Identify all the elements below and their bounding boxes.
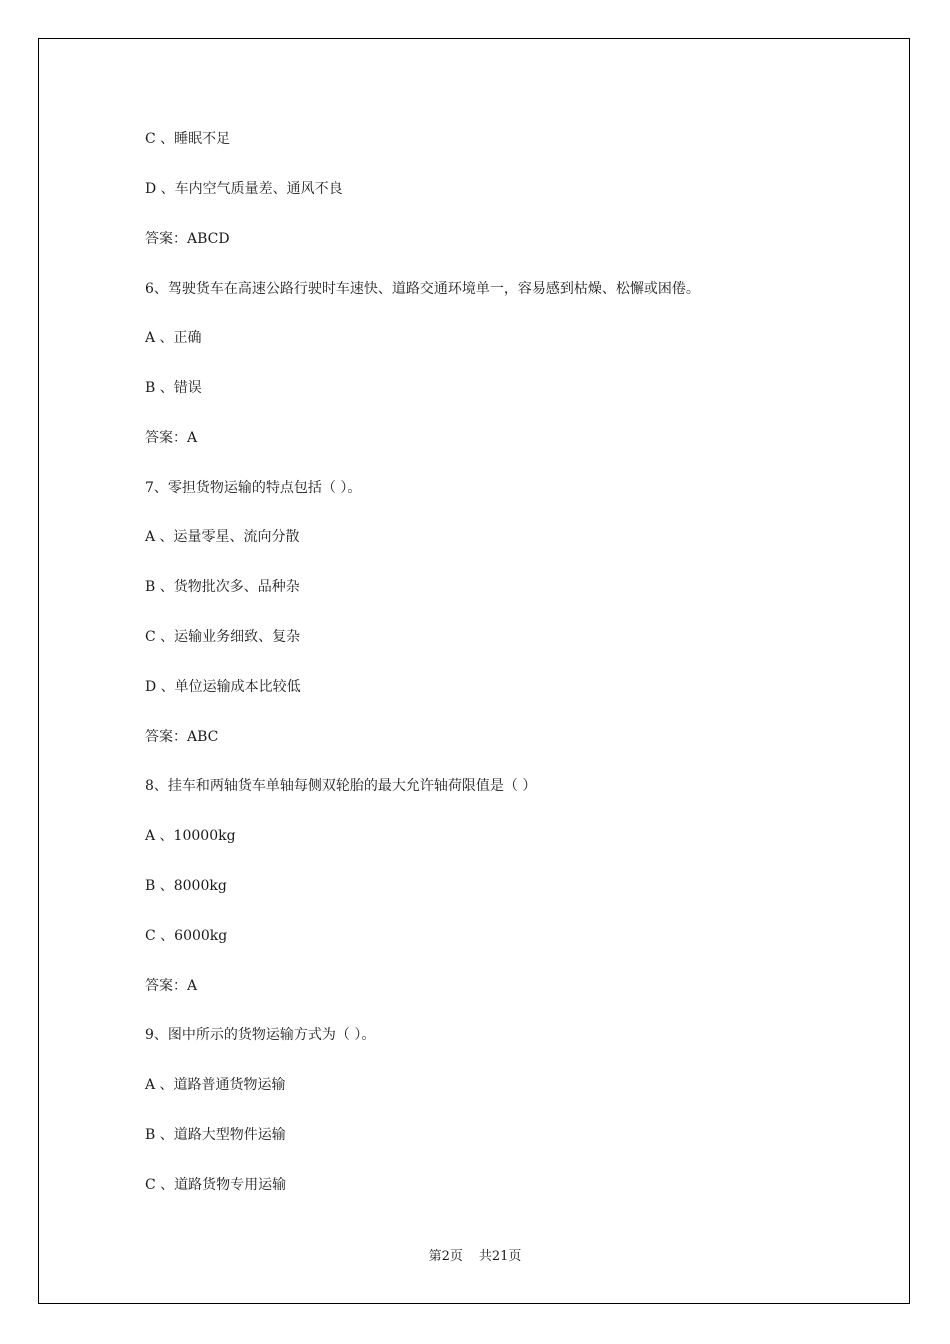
question-line: 6、驾驶货车在高速公路行驶时车速快、道路交通环境单一，容易感到枯燥、松懈或困倦。: [145, 281, 700, 297]
answer-line: 答案：A: [145, 430, 198, 446]
page-total: 共21页: [478, 1249, 522, 1264]
option-line: B 、8000kg: [145, 878, 227, 894]
answer-line: 答案：ABCD: [145, 231, 230, 247]
option-line: C 、道路货物专用运输: [145, 1177, 287, 1193]
option-line: A 、运量零星、流向分散: [145, 529, 300, 545]
option-line: B 、道路大型物件运输: [145, 1127, 286, 1143]
option-line: C 、6000kg: [145, 928, 228, 944]
question-line: 7、零担货物运输的特点包括（ ）。: [145, 480, 362, 496]
page-number: 第2页: [428, 1249, 463, 1264]
option-line: A 、10000kg: [145, 828, 236, 844]
page-footer: [0, 1249, 950, 1265]
option-line: D 、单位运输成本比较低: [145, 679, 301, 695]
page-frame: [38, 38, 910, 1304]
question-line: 9、图中所示的货物运输方式为（ ）。: [145, 1027, 376, 1043]
option-line: C 、运输业务细致、复杂: [145, 629, 301, 645]
option-line: D 、车内空气质量差、通风不良: [145, 181, 343, 197]
answer-line: 答案：A: [145, 978, 198, 994]
answer-line: 答案：ABC: [145, 729, 219, 745]
option-line: B 、货物批次多、品种杂: [145, 579, 300, 595]
option-line: A 、道路普通货物运输: [145, 1077, 286, 1093]
option-line: B 、错误: [145, 380, 202, 396]
question-line: 8、挂车和两轴货车单轴每侧双轮胎的最大允许轴荷限值是（ ）: [145, 778, 537, 794]
option-line: A 、正确: [145, 330, 202, 346]
option-line: C 、睡眠不足: [145, 131, 231, 147]
